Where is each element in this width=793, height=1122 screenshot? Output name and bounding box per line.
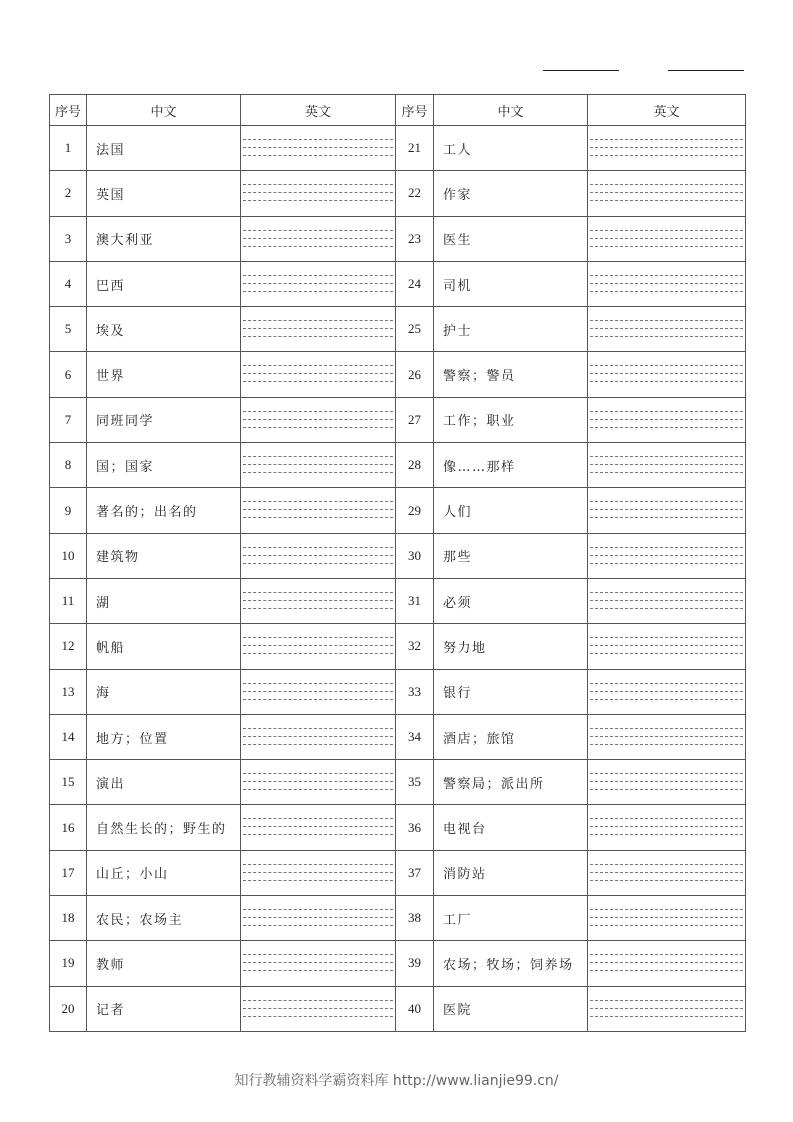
answer-dashed-line [243, 328, 393, 329]
english-answer-field[interactable] [588, 714, 746, 759]
answer-dashed-line [243, 230, 393, 231]
chinese-word: 银行 [434, 669, 588, 714]
item-number: 16 [50, 805, 87, 850]
name-blank-line [543, 70, 619, 71]
answer-dashed-line [590, 917, 743, 918]
answer-dashed-line [243, 139, 393, 140]
answer-dashed-line [590, 691, 743, 692]
answer-dashed-line [590, 456, 743, 457]
answer-dashed-line [590, 608, 743, 609]
answer-dashed-line [590, 230, 743, 231]
answer-dashed-line [243, 464, 393, 465]
answer-dashed-line [243, 645, 393, 646]
chinese-word: 工作；职业 [434, 397, 588, 442]
answer-dashed-line [590, 291, 743, 292]
answer-dashed-line [243, 781, 393, 782]
answer-dashed-line [590, 744, 743, 745]
table-row [50, 352, 746, 397]
table-row [50, 669, 746, 714]
table-row [50, 896, 746, 941]
answer-dashed-line [590, 699, 743, 700]
answer-dashed-line [590, 427, 743, 428]
english-answer-field[interactable] [588, 578, 746, 623]
answer-dashed-line [590, 600, 743, 601]
answer-dashed-line [243, 291, 393, 292]
item-number: 18 [50, 896, 87, 941]
answer-dashed-line [243, 381, 393, 382]
class-blank-line [668, 70, 744, 71]
chinese-word: 教师 [87, 941, 241, 986]
table-row [50, 488, 746, 533]
item-number: 32 [396, 624, 434, 669]
answer-dashed-line [243, 962, 393, 963]
answer-dashed-line [590, 637, 743, 638]
table-row [50, 578, 746, 623]
header-english: 英文 [241, 95, 396, 126]
item-number: 29 [396, 488, 434, 533]
answer-dashed-line [590, 381, 743, 382]
table-row [50, 986, 746, 1031]
answer-dashed-line [243, 336, 393, 337]
table-row [50, 714, 746, 759]
table-row [50, 624, 746, 669]
chinese-word: 国；国家 [87, 443, 241, 488]
item-number: 39 [396, 941, 434, 986]
english-answer-field[interactable] [588, 533, 746, 578]
english-answer-field[interactable] [588, 443, 746, 488]
chinese-word: 海 [87, 669, 241, 714]
answer-dashed-line [243, 608, 393, 609]
chinese-word: 自然生长的；野生的 [87, 805, 241, 850]
english-answer-field[interactable] [241, 307, 396, 352]
english-answer-field[interactable] [588, 488, 746, 533]
answer-dashed-line [590, 880, 743, 881]
answer-dashed-line [243, 320, 393, 321]
english-answer-field[interactable] [588, 261, 746, 306]
english-answer-field[interactable] [588, 307, 746, 352]
item-number: 23 [396, 216, 434, 261]
english-answer-field[interactable] [588, 397, 746, 442]
answer-dashed-line [590, 781, 743, 782]
answer-dashed-line [243, 283, 393, 284]
answer-dashed-line [243, 1016, 393, 1017]
answer-dashed-line [243, 691, 393, 692]
answer-dashed-line [590, 925, 743, 926]
table-row [50, 216, 746, 261]
table-row [50, 443, 746, 488]
answer-dashed-line [590, 139, 743, 140]
answer-dashed-line [243, 555, 393, 556]
chinese-word: 消防站 [434, 850, 588, 895]
chinese-word: 医生 [434, 216, 588, 261]
table-row [50, 805, 746, 850]
answer-dashed-line [243, 954, 393, 955]
answer-dashed-line [590, 184, 743, 185]
chinese-word: 法国 [87, 126, 241, 171]
vocabulary-table [49, 94, 746, 1032]
answer-dashed-line [590, 336, 743, 337]
answer-dashed-line [243, 1000, 393, 1001]
answer-dashed-line [590, 818, 743, 819]
answer-dashed-line [243, 147, 393, 148]
answer-dashed-line [243, 456, 393, 457]
chinese-word: 帆船 [87, 624, 241, 669]
item-number: 25 [396, 307, 434, 352]
item-number: 34 [396, 714, 434, 759]
answer-dashed-line [243, 880, 393, 881]
chinese-word: 建筑物 [87, 533, 241, 578]
item-number: 2 [50, 171, 87, 216]
item-number: 8 [50, 443, 87, 488]
item-number: 33 [396, 669, 434, 714]
chinese-word: 世界 [87, 352, 241, 397]
english-answer-field[interactable] [241, 216, 396, 261]
english-answer-field[interactable] [241, 805, 396, 850]
answer-dashed-line [243, 472, 393, 473]
item-number: 12 [50, 624, 87, 669]
chinese-word: 英国 [87, 171, 241, 216]
english-answer-field[interactable] [241, 261, 396, 306]
answer-dashed-line [590, 834, 743, 835]
item-number: 24 [396, 261, 434, 306]
header-number: 序号 [396, 95, 434, 126]
chinese-word: 工人 [434, 126, 588, 171]
answer-dashed-line [590, 192, 743, 193]
answer-dashed-line [590, 1016, 743, 1017]
answer-dashed-line [243, 365, 393, 366]
item-number: 14 [50, 714, 87, 759]
answer-dashed-line [243, 563, 393, 564]
item-number: 17 [50, 850, 87, 895]
answer-dashed-line [243, 818, 393, 819]
item-number: 28 [396, 443, 434, 488]
answer-dashed-line [243, 517, 393, 518]
item-number: 40 [396, 986, 434, 1031]
chinese-word: 著名的；出名的 [87, 488, 241, 533]
answer-dashed-line [590, 563, 743, 564]
english-answer-field[interactable] [588, 171, 746, 216]
item-number: 7 [50, 397, 87, 442]
chinese-word: 工厂 [434, 896, 588, 941]
chinese-word: 农场；牧场；饲养场 [434, 941, 588, 986]
answer-dashed-line [590, 373, 743, 374]
item-number: 30 [396, 533, 434, 578]
chinese-word: 努力地 [434, 624, 588, 669]
answer-dashed-line [243, 699, 393, 700]
answer-dashed-line [243, 509, 393, 510]
answer-dashed-line [243, 246, 393, 247]
chinese-word: 司机 [434, 261, 588, 306]
item-number: 9 [50, 488, 87, 533]
answer-dashed-line [590, 200, 743, 201]
answer-dashed-line [243, 736, 393, 737]
chinese-word: 护士 [434, 307, 588, 352]
answer-dashed-line [243, 238, 393, 239]
item-number: 35 [396, 760, 434, 805]
chinese-word: 记者 [87, 986, 241, 1031]
table-row [50, 760, 746, 805]
chinese-word: 山丘；小山 [87, 850, 241, 895]
english-answer-field[interactable] [588, 941, 746, 986]
table-row [50, 941, 746, 986]
english-answer-field[interactable] [588, 850, 746, 895]
answer-dashed-line [243, 592, 393, 593]
answer-dashed-line [243, 1008, 393, 1009]
english-answer-field[interactable] [241, 397, 396, 442]
english-answer-field[interactable] [588, 624, 746, 669]
english-answer-field[interactable] [588, 669, 746, 714]
answer-dashed-line [243, 744, 393, 745]
answer-dashed-line [243, 637, 393, 638]
english-answer-field[interactable] [588, 352, 746, 397]
chinese-word: 湖 [87, 578, 241, 623]
header-chinese: 中文 [434, 95, 588, 126]
answer-dashed-line [243, 789, 393, 790]
english-answer-field[interactable] [241, 714, 396, 759]
answer-dashed-line [590, 147, 743, 148]
english-answer-field[interactable] [241, 578, 396, 623]
english-answer-field[interactable] [241, 171, 396, 216]
chinese-word: 酒店；旅馆 [434, 714, 588, 759]
chinese-word: 同班同学 [87, 397, 241, 442]
english-answer-field[interactable] [241, 624, 396, 669]
item-number: 37 [396, 850, 434, 895]
answer-dashed-line [243, 925, 393, 926]
english-answer-field[interactable] [588, 126, 746, 171]
header-english: 英文 [588, 95, 746, 126]
item-number: 36 [396, 805, 434, 850]
english-answer-field[interactable] [241, 488, 396, 533]
chinese-word: 巴西 [87, 261, 241, 306]
chinese-word: 警察；警员 [434, 352, 588, 397]
answer-dashed-line [243, 427, 393, 428]
table-header-row [50, 95, 746, 126]
english-answer-field[interactable] [241, 760, 396, 805]
item-number: 15 [50, 760, 87, 805]
answer-dashed-line [590, 736, 743, 737]
answer-dashed-line [590, 501, 743, 502]
answer-dashed-line [590, 864, 743, 865]
item-number: 21 [396, 126, 434, 171]
answer-dashed-line [243, 872, 393, 873]
answer-dashed-line [590, 683, 743, 684]
item-number: 13 [50, 669, 87, 714]
answer-dashed-line [590, 826, 743, 827]
answer-dashed-line [243, 275, 393, 276]
english-answer-field[interactable] [588, 986, 746, 1031]
english-answer-field[interactable] [241, 443, 396, 488]
answer-dashed-line [590, 320, 743, 321]
answer-dashed-line [243, 826, 393, 827]
chinese-word: 农民；农场主 [87, 896, 241, 941]
item-number: 26 [396, 352, 434, 397]
answer-dashed-line [590, 909, 743, 910]
chinese-word: 医院 [434, 986, 588, 1031]
answer-dashed-line [243, 200, 393, 201]
table-row [50, 261, 746, 306]
answer-dashed-line [590, 653, 743, 654]
answer-dashed-line [590, 773, 743, 774]
item-number: 3 [50, 216, 87, 261]
english-answer-field[interactable] [588, 896, 746, 941]
table-row [50, 171, 746, 216]
answer-dashed-line [590, 970, 743, 971]
answer-dashed-line [243, 917, 393, 918]
item-number: 22 [396, 171, 434, 216]
item-number: 31 [396, 578, 434, 623]
answer-dashed-line [243, 373, 393, 374]
english-answer-field[interactable] [588, 760, 746, 805]
chinese-word: 电视台 [434, 805, 588, 850]
answer-dashed-line [590, 517, 743, 518]
table-row [50, 307, 746, 352]
answer-dashed-line [590, 246, 743, 247]
english-answer-field[interactable] [241, 533, 396, 578]
answer-dashed-line [243, 773, 393, 774]
answer-dashed-line [590, 1008, 743, 1009]
item-number: 27 [396, 397, 434, 442]
table-row [50, 126, 746, 171]
answer-dashed-line [590, 728, 743, 729]
answer-dashed-line [590, 954, 743, 955]
english-answer-field[interactable] [241, 669, 396, 714]
answer-dashed-line [243, 909, 393, 910]
answer-dashed-line [243, 600, 393, 601]
item-number: 6 [50, 352, 87, 397]
answer-dashed-line [590, 555, 743, 556]
item-number: 20 [50, 986, 87, 1031]
answer-dashed-line [590, 789, 743, 790]
chinese-word: 作家 [434, 171, 588, 216]
answer-dashed-line [243, 970, 393, 971]
answer-dashed-line [243, 501, 393, 502]
item-number: 10 [50, 533, 87, 578]
answer-dashed-line [243, 683, 393, 684]
item-number: 19 [50, 941, 87, 986]
item-number: 4 [50, 261, 87, 306]
answer-dashed-line [243, 547, 393, 548]
answer-dashed-line [590, 472, 743, 473]
answer-dashed-line [590, 419, 743, 420]
footer-watermark: 知行教辅资料学霸资料库 http://www.lianjie99.cn/ [234, 1073, 559, 1089]
chinese-word: 澳大利亚 [87, 216, 241, 261]
answer-dashed-line [243, 834, 393, 835]
item-number: 11 [50, 578, 87, 623]
english-answer-field[interactable] [241, 352, 396, 397]
answer-dashed-line [243, 192, 393, 193]
chinese-word: 警察局；派出所 [434, 760, 588, 805]
answer-dashed-line [590, 645, 743, 646]
answer-dashed-line [590, 464, 743, 465]
english-answer-field[interactable] [241, 941, 396, 986]
answer-dashed-line [590, 283, 743, 284]
english-answer-field[interactable] [588, 216, 746, 261]
english-answer-field[interactable] [241, 986, 396, 1031]
english-answer-field[interactable] [241, 126, 396, 171]
table-row [50, 850, 746, 895]
answer-dashed-line [590, 509, 743, 510]
answer-dashed-line [243, 419, 393, 420]
answer-dashed-line [590, 592, 743, 593]
answer-dashed-line [590, 411, 743, 412]
answer-dashed-line [243, 411, 393, 412]
chinese-word: 像……那样 [434, 443, 588, 488]
answer-dashed-line [243, 155, 393, 156]
answer-dashed-line [590, 1000, 743, 1001]
chinese-word: 地方；位置 [87, 714, 241, 759]
answer-dashed-line [590, 328, 743, 329]
answer-dashed-line [590, 275, 743, 276]
answer-dashed-line [590, 238, 743, 239]
table-row [50, 533, 746, 578]
chinese-word: 演出 [87, 760, 241, 805]
english-answer-field[interactable] [241, 896, 396, 941]
answer-dashed-line [590, 155, 743, 156]
english-answer-field[interactable] [241, 850, 396, 895]
answer-dashed-line [590, 365, 743, 366]
answer-dashed-line [243, 728, 393, 729]
answer-dashed-line [243, 653, 393, 654]
answer-dashed-line [243, 184, 393, 185]
header-chinese: 中文 [87, 95, 241, 126]
answer-dashed-line [590, 872, 743, 873]
header-number: 序号 [50, 95, 87, 126]
answer-dashed-line [243, 864, 393, 865]
chinese-word: 埃及 [87, 307, 241, 352]
chinese-word: 那些 [434, 533, 588, 578]
chinese-word: 必须 [434, 578, 588, 623]
chinese-word: 人们 [434, 488, 588, 533]
answer-dashed-line [590, 547, 743, 548]
english-answer-field[interactable] [588, 805, 746, 850]
item-number: 5 [50, 307, 87, 352]
item-number: 38 [396, 896, 434, 941]
answer-dashed-line [590, 962, 743, 963]
item-number: 1 [50, 126, 87, 171]
table-row [50, 397, 746, 442]
